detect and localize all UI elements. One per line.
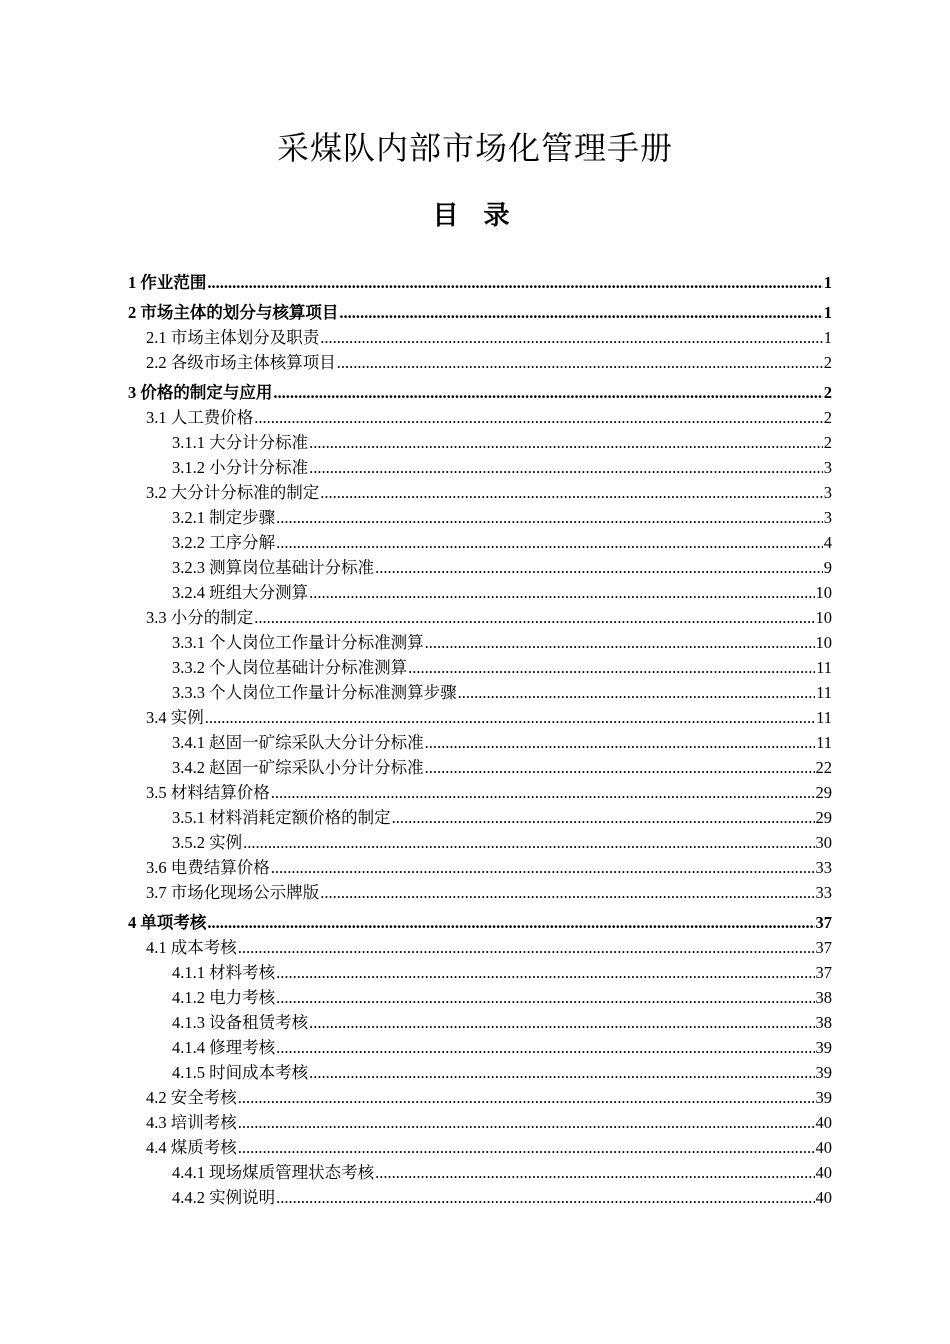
toc-entry-label: 4.1 成本考核 — [146, 938, 237, 957]
document-title: 采煤队内部市场化管理手册 — [276, 129, 673, 167]
toc-entry[interactable] — [146, 1135, 832, 1160]
toc-dot-leader — [276, 1185, 814, 1210]
toc-entry-label: 3.4 实例 — [146, 708, 204, 727]
toc-entry[interactable] — [146, 480, 832, 505]
toc-entry-label: 4.1.5 时间成本考核 — [172, 1063, 309, 1082]
toc-dot-leader — [276, 985, 814, 1010]
toc-dot-leader — [243, 830, 814, 855]
toc-entry-page-number: 1 — [823, 273, 832, 292]
toc-dot-leader — [309, 1010, 814, 1035]
toc-dot-leader — [458, 680, 815, 705]
toc-entry-page-number: 2 — [823, 433, 832, 452]
toc-entry-label: 3.7 市场化现场公示牌版 — [146, 883, 320, 902]
toc-dot-leader — [408, 655, 815, 680]
toc-entry[interactable] — [146, 1085, 832, 1110]
toc-entry-label: 3.1.2 小分计分标准 — [172, 458, 309, 477]
toc-entry-page-number: 3 — [823, 458, 832, 477]
toc-dot-leader — [425, 755, 815, 780]
toc-dot-leader — [205, 705, 815, 730]
toc-entry-label: 3.3.2 个人岗位基础计分标准测算 — [172, 658, 408, 677]
toc-dot-leader — [238, 1110, 815, 1135]
toc-entry[interactable] — [146, 350, 832, 375]
toc-entry-label: 4.4.1 现场煤质管理状态考核 — [172, 1163, 375, 1182]
toc-entry-page-number: 3 — [823, 508, 832, 527]
toc-entry[interactable] — [146, 855, 832, 880]
toc-entry[interactable] — [172, 1185, 832, 1210]
toc-entry[interactable] — [172, 655, 832, 680]
toc-dot-leader — [309, 580, 814, 605]
toc-dot-leader — [392, 805, 815, 830]
toc-entry[interactable] — [128, 300, 832, 325]
toc-entry-label: 2.2 各级市场主体核算项目 — [146, 353, 336, 372]
toc-entry-page-number: 11 — [816, 733, 832, 752]
toc-entry-page-number: 40 — [815, 1113, 832, 1132]
toc-entry-label: 3.1 人工费价格 — [146, 408, 254, 427]
toc-entry[interactable] — [128, 270, 832, 295]
toc-entry-label: 3.4.1 赵固一矿综采队大分计分标准 — [172, 733, 424, 752]
toc-entry[interactable] — [146, 1110, 832, 1135]
toc-entry[interactable] — [172, 960, 832, 985]
toc-entry-page-number: 40 — [815, 1163, 832, 1182]
toc-entry[interactable] — [172, 580, 832, 605]
toc-entry[interactable] — [146, 780, 832, 805]
toc-entry[interactable] — [172, 430, 832, 455]
toc-entry[interactable] — [146, 880, 832, 905]
toc-dot-leader — [309, 430, 823, 455]
toc-entry-label: 2.1 市场主体划分及职责 — [146, 328, 320, 347]
toc-dot-leader — [425, 630, 815, 655]
toc-dot-leader — [320, 880, 814, 905]
toc-entry-label: 4.1.1 材料考核 — [172, 963, 276, 982]
toc-entry-label: 4.4.2 实例说明 — [172, 1188, 276, 1207]
toc-entry-page-number: 1 — [823, 328, 832, 347]
toc-entry-label: 3 价格的制定与应用 — [128, 383, 273, 402]
toc-entry-page-number: 10 — [815, 608, 832, 627]
toc-entry[interactable] — [172, 1010, 832, 1035]
toc-entry[interactable] — [146, 935, 832, 960]
toc-entry[interactable] — [172, 555, 832, 580]
toc-entry[interactable] — [172, 985, 832, 1010]
toc-entry-page-number: 22 — [815, 758, 832, 777]
toc-entry-label: 4.1.2 电力考核 — [172, 988, 276, 1007]
toc-entry[interactable] — [128, 380, 832, 405]
toc-entry-page-number: 29 — [815, 808, 832, 827]
toc-entry-label: 3.2.2 工序分解 — [172, 533, 276, 552]
toc-dot-leader — [238, 1085, 815, 1110]
toc-dot-leader — [276, 505, 823, 530]
toc-entry[interactable] — [146, 325, 832, 350]
toc-entry-label: 3.4.2 赵固一矿综采队小分计分标准 — [172, 758, 424, 777]
toc-entry-label: 3.2 大分计分标准的制定 — [146, 483, 320, 502]
toc-dot-leader — [339, 300, 822, 325]
toc-entry[interactable] — [172, 830, 832, 855]
toc-dot-leader — [375, 555, 823, 580]
toc-entry[interactable] — [172, 1035, 832, 1060]
toc-entry-page-number: 3 — [823, 483, 832, 502]
toc-entry-label: 3.2.4 班组大分测算 — [172, 583, 309, 602]
toc-entry-label: 3.5 材料结算价格 — [146, 783, 270, 802]
toc-entry-label: 1 作业范围 — [128, 273, 207, 292]
toc-entry-page-number: 2 — [823, 408, 832, 427]
toc-dot-leader — [375, 1160, 814, 1185]
toc-dot-leader — [273, 380, 822, 405]
toc-entry-page-number: 33 — [815, 883, 832, 902]
toc-entry-label: 4.1.3 设备租赁考核 — [172, 1013, 309, 1032]
toc-entry-page-number: 10 — [815, 583, 832, 602]
toc-dot-leader — [320, 325, 823, 350]
toc-dot-leader — [207, 910, 814, 935]
toc-entry-page-number: 30 — [815, 833, 832, 852]
toc-entry-page-number: 2 — [823, 353, 832, 372]
toc-entry[interactable] — [172, 505, 832, 530]
toc-entry[interactable] — [172, 680, 832, 705]
toc-dot-leader — [207, 270, 822, 295]
toc-entry-label: 3.1.1 大分计分标准 — [172, 433, 309, 452]
toc-entry-page-number: 39 — [815, 1038, 832, 1057]
toc-dot-leader — [276, 530, 823, 555]
toc-entry-page-number: 11 — [816, 658, 832, 677]
toc-entry[interactable] — [172, 1060, 832, 1085]
toc-dot-leader — [271, 855, 815, 880]
toc-dot-leader — [309, 455, 823, 480]
toc-entry-page-number: 9 — [823, 558, 832, 577]
toc-entry-page-number: 2 — [823, 383, 832, 402]
toc-entry-page-number: 4 — [823, 533, 832, 552]
toc-entry-page-number: 1 — [823, 303, 832, 322]
toc-entry-label: 4.4 煤质考核 — [146, 1138, 237, 1157]
toc-entry-page-number: 10 — [815, 633, 832, 652]
toc-dot-leader — [337, 350, 823, 375]
toc-entry-label: 2 市场主体的划分与核算项目 — [128, 303, 339, 322]
toc-entry[interactable] — [172, 530, 832, 555]
toc-entry-label: 4.2 安全考核 — [146, 1088, 237, 1107]
toc-entry-page-number: 38 — [815, 988, 832, 1007]
toc-entry-page-number: 39 — [815, 1088, 832, 1107]
toc-entry[interactable] — [172, 630, 832, 655]
toc-entry[interactable] — [146, 605, 832, 630]
toc-entry[interactable] — [172, 1160, 832, 1185]
toc-entry-page-number: 37 — [815, 913, 832, 932]
toc-heading: 目 录 — [432, 201, 518, 231]
toc-entry[interactable] — [146, 405, 832, 430]
toc-dot-leader — [238, 1135, 815, 1160]
toc-entry-page-number: 37 — [815, 963, 832, 982]
toc-entry-page-number: 37 — [815, 938, 832, 957]
toc-entry[interactable] — [146, 705, 832, 730]
toc-entry-label: 3.6 电费结算价格 — [146, 858, 270, 877]
toc-entry-label: 3.2.3 测算岗位基础计分标准 — [172, 558, 375, 577]
toc-dot-leader — [254, 405, 823, 430]
toc-entry-label: 3.5.1 材料消耗定额价格的制定 — [172, 808, 391, 827]
toc-entry-label: 3.3 小分的制定 — [146, 608, 254, 627]
toc-entry-label: 3.3.3 个人岗位工作量计分标准测算步骤 — [172, 683, 457, 702]
toc-dot-leader — [276, 1035, 814, 1060]
toc-entry-page-number: 11 — [816, 683, 832, 702]
toc-entry-label: 4 单项考核 — [128, 913, 207, 932]
toc-entry-page-number: 33 — [815, 858, 832, 877]
toc-entry-label: 3.3.1 个人岗位工作量计分标准测算 — [172, 633, 424, 652]
toc-entry[interactable] — [172, 455, 832, 480]
toc-dot-leader — [309, 1060, 814, 1085]
toc-entry-label: 3.2.1 制定步骤 — [172, 508, 276, 527]
toc-entry-page-number: 40 — [815, 1138, 832, 1157]
toc-dot-leader — [254, 605, 814, 630]
toc-entry-page-number: 39 — [815, 1063, 832, 1082]
toc-entry-label: 4.3 培训考核 — [146, 1113, 237, 1132]
toc-dot-leader — [320, 480, 823, 505]
toc-entry[interactable] — [172, 730, 832, 755]
toc-dot-leader — [425, 730, 815, 755]
toc-entry-page-number: 11 — [816, 708, 832, 727]
toc-dot-leader — [238, 935, 815, 960]
toc-entry[interactable] — [128, 910, 832, 935]
toc-entry-page-number: 29 — [815, 783, 832, 802]
toc-entry-page-number: 40 — [815, 1188, 832, 1207]
toc-entry-label: 3.5.2 实例 — [172, 833, 243, 852]
toc-dot-leader — [276, 960, 814, 985]
toc-entry[interactable] — [172, 755, 832, 780]
toc-entry-page-number: 38 — [815, 1013, 832, 1032]
table-of-contents — [0, 265, 950, 1210]
toc-entry[interactable] — [172, 805, 832, 830]
toc-entry-label: 4.1.4 修理考核 — [172, 1038, 276, 1057]
toc-dot-leader — [271, 780, 815, 805]
